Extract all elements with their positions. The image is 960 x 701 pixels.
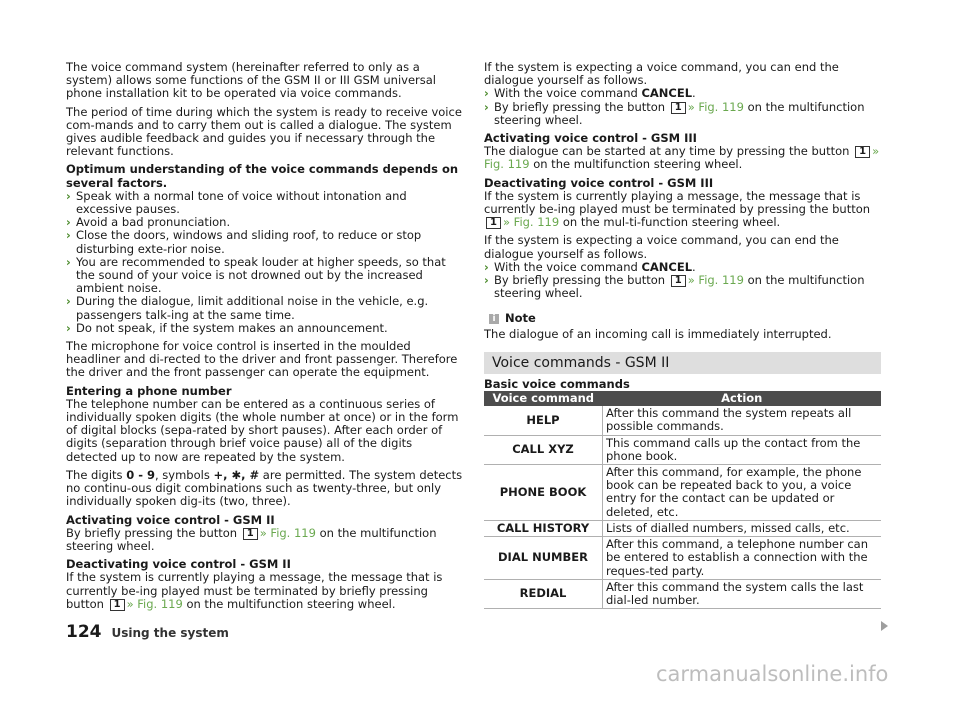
voice-commands-table [484,391,881,609]
microphone-paragraph: The microphone for voice control is inserted in the moulded headliner and di-rected to the driver and front passenger. Therefore the driver and the front passenger can operate the equipment. [66,339,458,380]
deactivate-gsm2-heading: Deactivating voice control - GSM II [66,557,291,572]
watermark: carmanualsonline.info [656,662,889,686]
fig-ref-link[interactable]: » Fig. 119 [126,596,183,611]
list-item: › Avoid a bad pronunciation. [66,215,231,230]
entering-text: The telephone number can be entered as a continuous series of individually spoken digits (the whole number at once) or in the form of digital blocks (sepa-rated by short pauses). After each order of digits (separation through brief voice pause) all of the digits detected up to now are repeated by the system. [66,396,459,464]
end-dialogue-paragraph: If the system is expecting a voice command, you can end the dialogue yourself as follows. [484,60,839,88]
footer-title: Using the system [111,626,229,640]
note-box [484,312,881,340]
button-1-key: 1 [855,146,870,158]
button-1-key: 1 [671,102,686,114]
tips-heading: Optimum understanding of the voice commands depends on several factors. [66,162,459,190]
intro-paragraph: The voice command system (hereinafter referred to only as a system) allows some functions of the GSM II or III GSM universal phone installation kit to be operated via voice commands. [66,60,436,101]
activate-gsm3-heading: Activating voice control - GSM III [484,131,697,146]
chevron-right-icon: › [66,254,71,269]
chevron-right-icon: › [66,188,71,203]
list-item: › During the dialogue, limit additional noise in the vehicle, e.g. passengers talk-ing at the same time. [66,294,429,322]
list-item: › With the voice command CANCEL. [484,86,696,101]
list-item: › With the voice command CANCEL. [484,259,696,274]
column-header-action: Action [603,391,882,406]
deactivate-gsm3-heading: Deactivating voice control - GSM III [484,175,714,190]
button-1-key: 1 [110,599,125,611]
chevron-right-icon: › [66,320,71,335]
fig-ref-link[interactable]: » Fig. 119 [259,525,316,540]
table-row: HELP After this command the system repeats all possible commands. [484,406,881,435]
table-row: CALL XYZ This command calls up the contact from the phone book. [484,435,881,464]
info-icon: i [489,314,499,324]
chevron-right-icon: › [66,294,71,309]
dialogue-paragraph: The period of time during which the system is ready to receive voice com-mands and to carry them out is called a dialogue. The system gives audible feedback and guides you if necessary through the relevant functions. [66,104,462,159]
button-1-key: 1 [671,275,686,287]
table-row: CALL HISTORY Lists of dialled numbers, missed calls, etc. [484,520,881,536]
entering-heading: Entering a phone number [66,383,232,398]
continue-arrow-icon [881,621,888,631]
note-text: The dialogue of an incoming call is immediately interrupted. [484,326,832,341]
button-1-key: 1 [486,217,501,229]
fig-ref-link[interactable]: » Fig. 119 [687,273,744,288]
chevron-right-icon: › [484,86,489,101]
fig-ref-link[interactable]: » Fig. 119 [502,215,560,230]
chevron-right-icon: › [66,228,71,243]
chevron-right-icon: › [484,99,489,114]
right-column: If the system is expecting a voice command, you can end the dialogue yourself as follows. › With the voice command CANCEL. › By briefly pressing the button 1 » Fig. 119 on the multifunction steering wheel. Activating voice control - GSM III The dialogue can be started at any time by pressing the button 1 » Fig. 119 on the multifunction steering wheel. Deactivating voice control - GSM III If the system is currently playing a message, the message that is currently be-ing played must be terminated by pressing the button 1 » Fig. 119 on the mul-ti-function steering wheel. If the system is expecting a voice command, you can end the dialogue yourself as follows. › With the voice command CANCEL. › By briefly pressing the button 1 » Fig. 119 on the multifunction steering wheel. i Note The dialogue of an incoming call is immediately interrupted. Voice commands - GSM II Basic voice commands Voice command Action HELP After this command the system repeats all possible commands. CALL XYZ This command calls up the contact from the phone book. PHONE BOOK After this command, for example, the phone book can be repeated back to you, a voice entry for the contact can be updated or deleted, etc. CALL HISTORY Lists of dialled numbers, missed calls, etc. DIAL NUMBER After this command, a telephone number can be entered to establish a connection with the reques-ted party. REDIAL After this command the system calls the last dial-led number. [484,61,881,609]
page-number: 124 [66,622,102,642]
column-header-command: Voice command [484,391,603,406]
chevron-right-icon: › [484,273,489,288]
list-item: › You are recommended to speak louder at higher speeds, so that the sound of your voice is not drowned out by the increased ambient noise. [66,254,446,296]
list-item: › Speak with a normal tone of voice without intonation and excessive pauses. [66,188,407,217]
list-item: › By briefly pressing the button 1 » Fig. 119 on the multifunction steering wheel. [484,99,865,127]
button-1-key: 1 [243,528,258,540]
section-heading: Voice commands - GSM II [484,352,881,374]
list-item: › By briefly pressing the button 1 » Fig. 119 on the multifunction steering wheel. [484,273,865,301]
activate-gsm2-heading: Activating voice control - GSM II [66,512,275,527]
fig-ref-link[interactable]: » Fig. 119 [687,99,744,114]
chevron-right-icon: › [66,215,71,230]
page-footer [66,622,229,642]
list-item: › Close the doors, windows and sliding roof, to reduce or stop disturbing exte-rior noise. [66,228,422,256]
digits-paragraph: The digits 0 - 9, symbols +, ✱, # are permitted. The system detects no continu-ous digit combinations such as twenty-three, but only individually spoken dig-its (two, three). [66,467,463,509]
fig-ref-link[interactable]: » Fig. 119 [484,144,880,172]
table-caption: Basic voice commands [484,376,630,391]
note-title: Note [505,311,536,326]
list-item: › Do not speak, if the system makes an announcement. [66,320,388,335]
left-column: The voice command system (hereinafter referred to only as a system) allows some functions of the GSM II or III GSM universal phone installation kit to be operated via voice commands. The period of time during which the system is ready to receive voice com-mands and to carry them out is called a dialogue. The system gives audible feedback and guides you if necessary through the relevant functions. Optimum understanding of the voice commands depends on several factors. › Speak with a normal tone of voice without intonation and excessive pauses. › Avoid a bad pronunciation. › Close the doors, windows and sliding roof, to reduce or stop disturbing exte-rior noise. › You are recommended to speak louder at higher speeds, so that the sound of your voice is not drowned out by the increased ambient noise. › During the dialogue, limit additional noise in the vehicle, e.g. passengers talk-ing at the same time. › Do not speak, if the system makes an announcement. The microphone for voice control is inserted in the moulded headliner and di-rected to the driver and front passenger. Therefore the driver and the front passenger can operate the equipment. Entering a phone number The telephone number can be entered as a continuous series of individually spoken digits (the whole number at once) or in the form of digital blocks (sepa-rated by short pauses). After each order of digits (separation through brief voice pause) all of the digits detected up to now are repeated by the system. The digits 0 - 9, symbols +, ✱, # are permitted. The system detects no continu-ous digit combinations such as twenty-three, but only individually spoken dig-its (two, three). Activating voice control - GSM II By briefly pressing the button 1 » Fig. 119 on the multifunction steering wheel. Deactivating voice control - GSM II If the system is currently playing a message, the message that is currently be-ing played must be terminated by briefly pressing button 1 » Fig. 119 on the multifunction steering wheel. [66,61,466,616]
table-row: DIAL NUMBER After this command, a telephone number can be entered to establish a connection with the reques-ted party. [484,537,881,580]
end-dialogue-paragraph-2: If the system is expecting a voice command, you can end the dialogue yourself as follows. [484,233,839,261]
chevron-right-icon: › [484,259,489,274]
table-row: REDIAL After this command the system calls the last dial-led number. [484,579,881,608]
table-row: PHONE BOOK After this command, for example, the phone book can be repeated back to you, a voice entry for the contact can be updated or deleted, etc. [484,465,881,521]
tips-list [66,190,466,335]
